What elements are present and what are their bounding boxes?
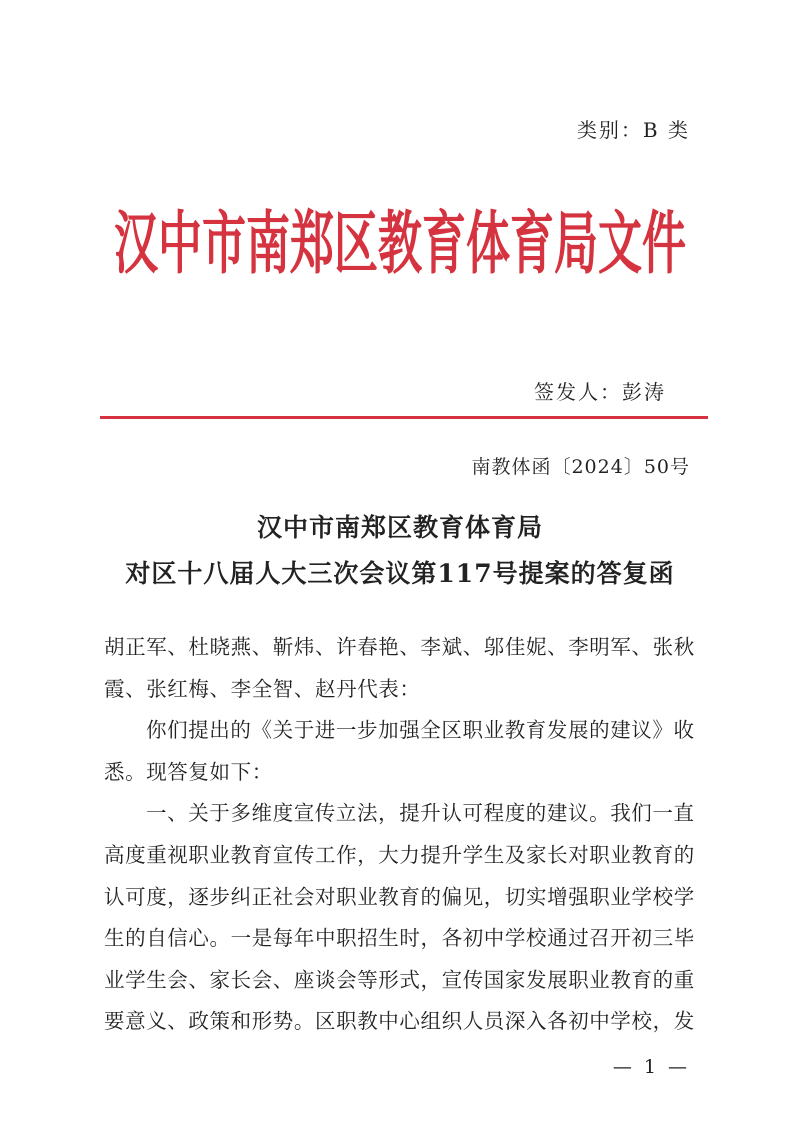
- signer: 签发人：彭涛: [534, 380, 666, 404]
- body-line: 一、关于多维度宣传立法，提升认可程度的建议。我们一直: [146, 801, 695, 826]
- body-line: 认可度，逐步纠正社会对职业教育的偏见，切实增强职业学校学: [104, 884, 695, 909]
- issuing-authority-header: 汉中市南郑区教育体育局文件: [114, 205, 686, 285]
- body-line: 霞、张红梅、李全智、赵丹代表：: [104, 676, 421, 701]
- title-line-1: 汉中市南郑区教育体育局: [256, 513, 543, 542]
- body-line: 悉。现答复如下：: [104, 759, 273, 784]
- title-line-2: 对区十八届人大三次会议第117号提案的答复函: [125, 559, 675, 588]
- body-line: 你们提出的《关于进一步加强全区职业教育发展的建议》收: [146, 718, 695, 743]
- document-body: [104, 627, 694, 1043]
- page-number: — 1 —: [612, 1056, 690, 1078]
- document-number: 南教体函〔2024〕50号: [471, 456, 690, 478]
- body-line: 胡正军、杜晓燕、靳炜、许春艳、李斌、邬佳妮、李明军、张秋: [104, 635, 695, 659]
- red-divider: [100, 416, 708, 419]
- body-line: 高度重视职业教育宣传工作，大力提升学生及家长对职业教育的: [104, 842, 695, 867]
- body-line: 业学生会、家长会、座谈会等形式，宣传国家发展职业教育的重: [104, 967, 695, 992]
- document-category: 类别：B 类: [576, 118, 690, 142]
- body-line: 生的自信心。一是每年中职招生时，各初中学校通过召开初三毕: [104, 926, 695, 951]
- body-line: 要意义、政策和形势。区职教中心组织人员深入各初中学校，发: [104, 1009, 695, 1034]
